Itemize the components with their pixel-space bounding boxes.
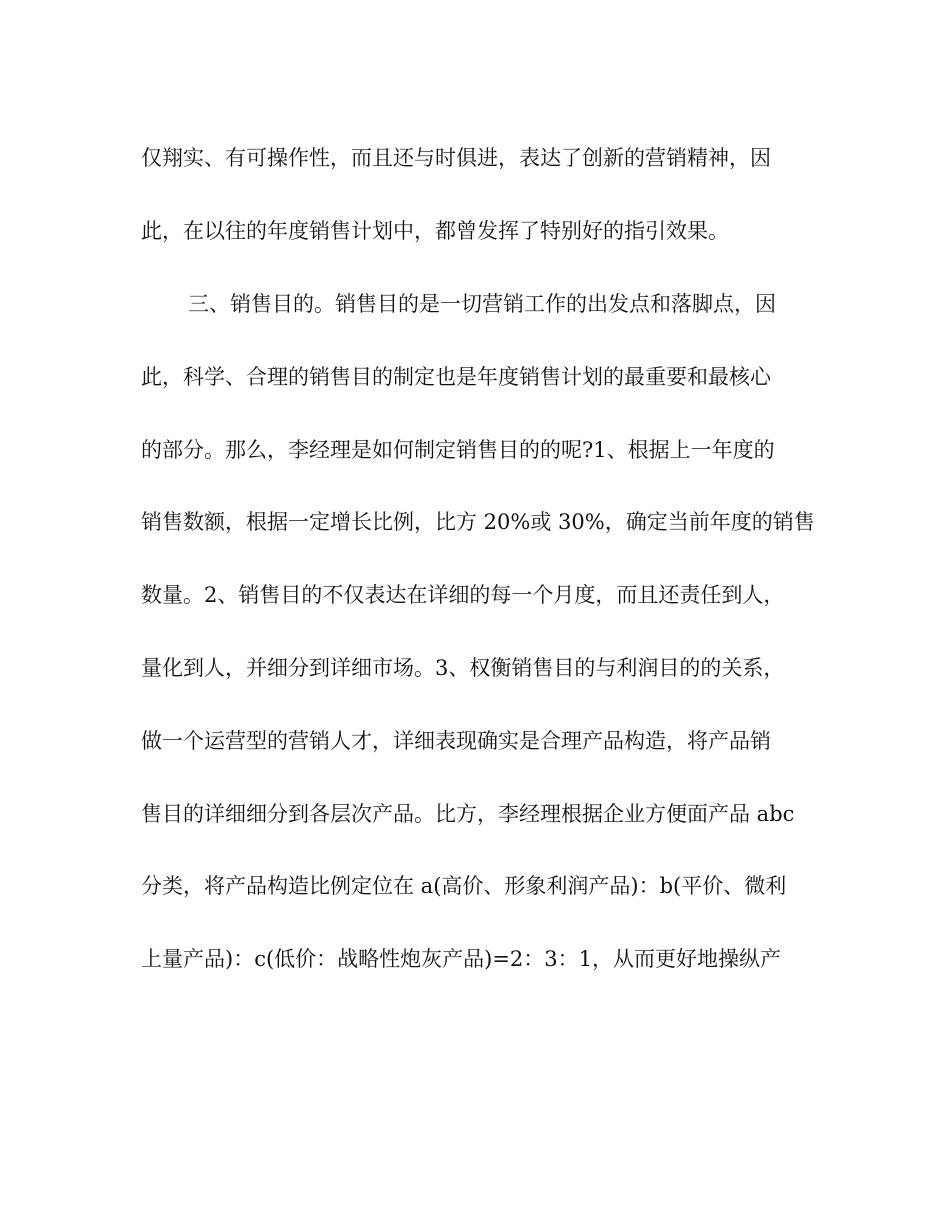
text-line: 此，在以往的年度销售计划中，都曾发挥了特别好的指引效果。	[141, 219, 729, 243]
text-line: 的部分。那么，李经理是如何制定销售目的的呢?1、根据上一年度的	[141, 438, 775, 462]
text-line: 做一个运营型的营销人才，详细表现确实是合理产品构造，将产品销	[141, 729, 771, 753]
text-line: 量化到人，并细分到详细市场。3、权衡销售目的与利润目的的关系，	[141, 656, 785, 680]
text-line: 售目的详细细分到各层次产品。比方，李经理根据企业方便面产品 abc	[141, 802, 795, 826]
text-line: 数量。2、销售目的不仅表达在详细的每一个月度，而且还责任到人，	[141, 583, 785, 607]
section-heading-line: 三、销售目的。销售目的是一切营销工作的出发点和落脚点，因	[188, 292, 776, 316]
text-line: 此，科学、合理的销售目的制定也是年度销售计划的最重要和最核心	[141, 365, 771, 389]
text-line: 销售数额，根据一定增长比例，比方 20%或 30%，确定当前年度的销售	[141, 510, 815, 534]
text-line: 仅翔实、有可操作性，而且还与时俱进，表达了创新的营销精神，因	[141, 146, 771, 170]
text-line: 分类，将产品构造比例定位在 a(高价、形象利润产品)：b(平价、微利	[141, 874, 787, 898]
text-line: 上量产品)：c(低价：战略性炮灰产品)=2：3：1，从而更好地操纵产	[141, 947, 782, 971]
